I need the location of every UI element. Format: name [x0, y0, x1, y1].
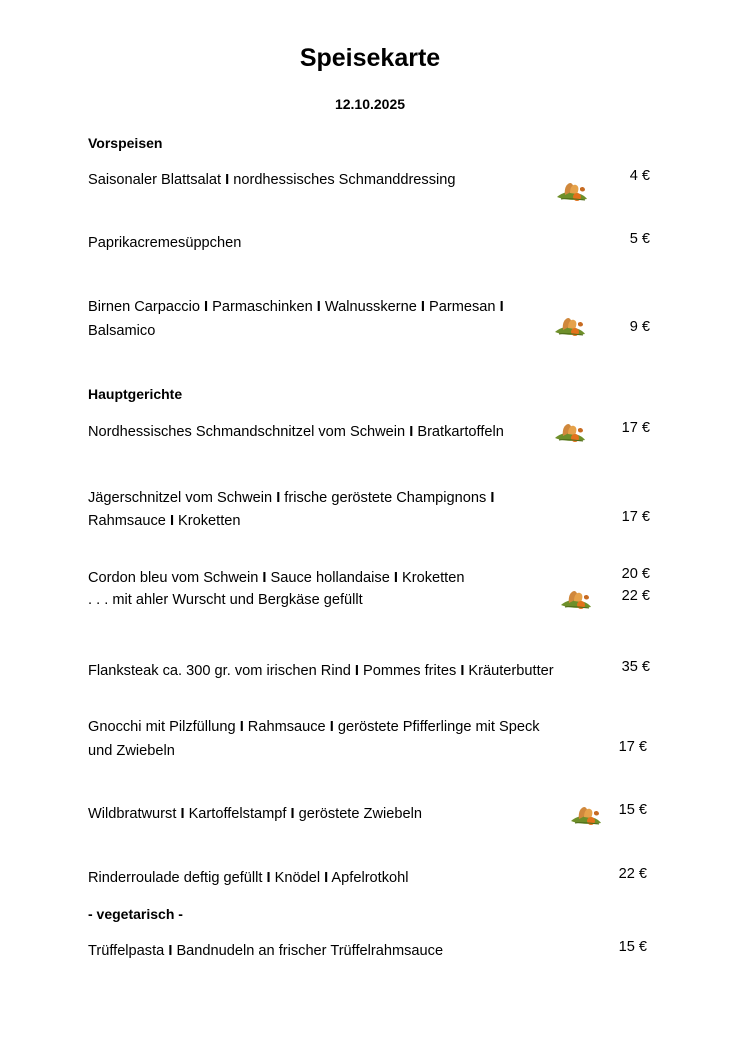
menu-item-gnocchi-line2: und Zwiebeln	[88, 743, 175, 759]
menu-item-jaegerschnitzel: Jägerschnitzel vom Schwein I frische geröstete Champignons I	[88, 490, 495, 506]
menu-item-trueffelpasta: Trüffelpasta I Bandnudeln an frischer Trüffelrahmsauce	[88, 943, 444, 959]
menu-item-blattsalat: Saisonaler Blattsalat I nordhessisches Schmanddressing	[88, 172, 456, 188]
price-cordon-bleu-variant: 22 €	[621, 588, 650, 604]
menu-item-rinderroulade: Rinderroulade deftig gefüllt I Knödel I Apfelrotkohl	[88, 870, 409, 886]
menu-item-jaegerschnitzel-line2: Rahmsauce I Kroketten	[88, 513, 241, 529]
menu-item-wildbratwurst: Wildbratwurst I Kartoffelstampf I geröstete Zwiebeln	[88, 806, 422, 822]
price-paprikacremesueppchen: 5 €	[629, 231, 650, 247]
menu-item-birnen-carpaccio: Birnen Carpaccio I Parmaschinken I Walnusskerne I Parmesan I	[88, 299, 504, 315]
page-title: Speisekarte	[299, 44, 441, 72]
price-jaegerschnitzel: 17 €	[621, 509, 650, 525]
menu-item-schmandschnitzel: Nordhessisches Schmandschnitzel vom Schwein I Bratkartoffeln	[88, 424, 504, 440]
menu-date: 12.10.2025	[334, 96, 406, 112]
price-flanksteak: 35 €	[621, 659, 650, 675]
section-heading-starters: Vorspeisen	[88, 135, 163, 151]
price-schmandschnitzel: 17 €	[621, 420, 650, 436]
price-trueffelpasta: 15 €	[618, 939, 647, 955]
menu-item-flanksteak: Flanksteak ca. 300 gr. vom irischen Rind I Pommes frites I Kräuterbutter	[88, 663, 554, 679]
price-wildbratwurst: 15 €	[618, 802, 647, 818]
price-birnen-carpaccio: 9 €	[629, 319, 650, 335]
section-heading-vegetarian: - vegetarisch -	[88, 906, 183, 922]
menu-item-paprikacremesueppchen: Paprikacremesüppchen	[88, 235, 242, 251]
menu-item-gnocchi: Gnocchi mit Pilzfüllung I Rahmsauce I geröstete Pfifferlinge mit Speck	[88, 719, 540, 735]
price-cordon-bleu: 20 €	[621, 566, 650, 582]
menu-item-cordon-bleu-variant: . . . mit ahler Wurscht und Bergkäse gefüllt	[88, 592, 363, 608]
price-gnocchi: 17 €	[618, 739, 647, 755]
price-rinderroulade: 22 €	[618, 866, 647, 882]
menu-item-birnen-carpaccio-line2: Balsamico	[88, 323, 156, 339]
menu-item-cordon-bleu: Cordon bleu vom Schwein I Sauce hollandaise I Kroketten	[88, 570, 465, 586]
section-heading-mains: Hauptgerichte	[88, 386, 183, 402]
price-blattsalat: 4 €	[629, 168, 650, 184]
